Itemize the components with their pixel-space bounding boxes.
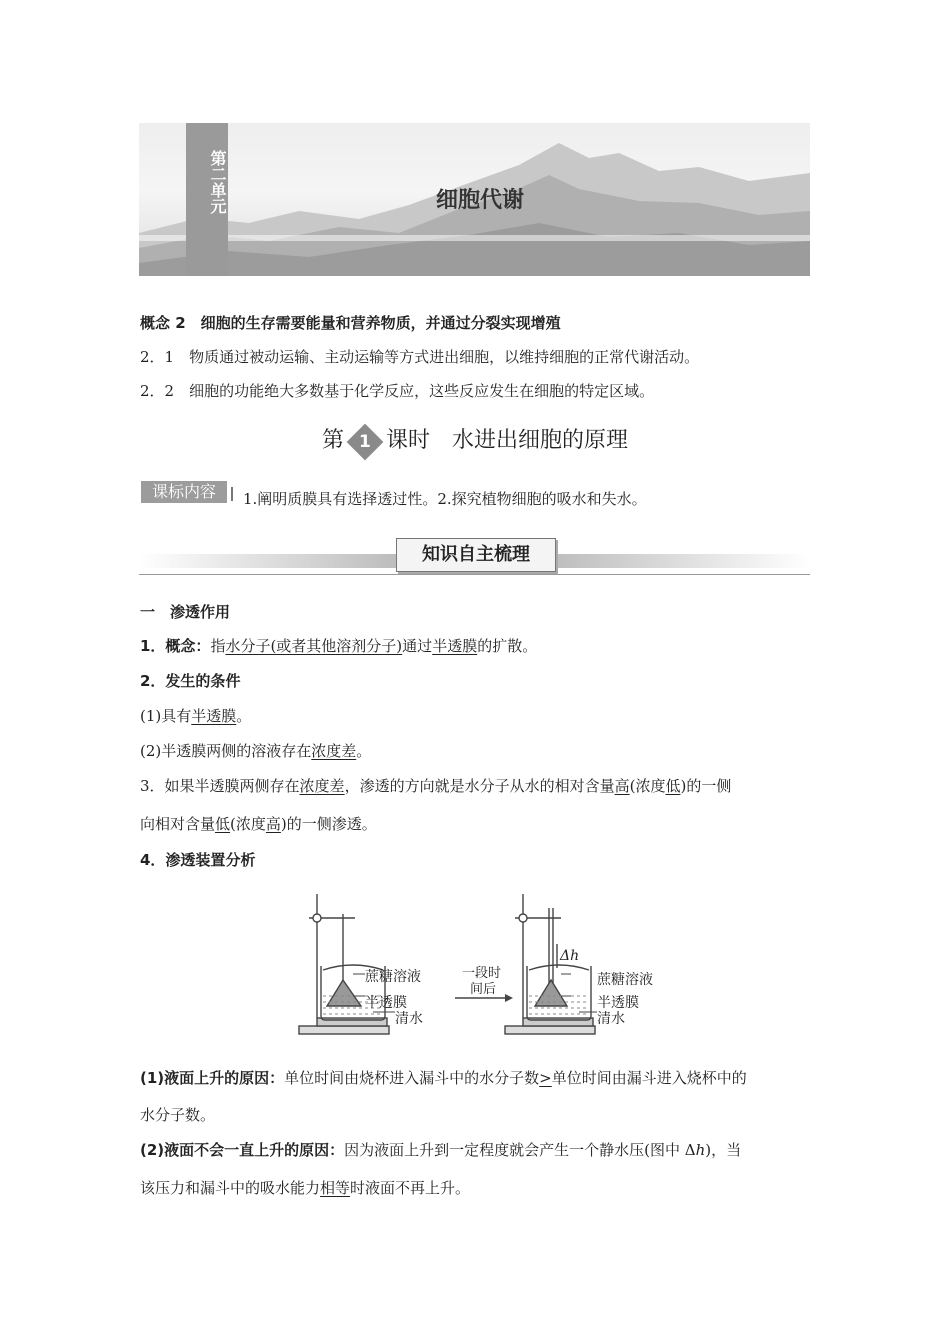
text-run: 时液面不再上升。 (350, 1179, 471, 1197)
concept-heading: 概念 2 细胞的生存需要能量和营养物质，并通过分裂实现增殖 (140, 314, 561, 332)
text-run: 单位时间由烧杯进入漏斗中的水分子数 (284, 1069, 540, 1087)
para-direction-1 (140, 776, 731, 796)
right-label-sucrose: 蔗糖溶液 (597, 972, 653, 988)
unit-title: 细胞代谢 (435, 188, 524, 213)
unit-label: 第二单元 (208, 150, 227, 214)
para-concept-label: 1．概念： (140, 637, 211, 655)
left-label-water: 清水 (395, 1011, 423, 1027)
para-stop-reason-2 (140, 1178, 470, 1198)
lesson-prefix: 第 (321, 428, 344, 453)
delta-h-label: Δh (560, 948, 580, 964)
para-stop-reason-1 (140, 1140, 741, 1160)
arrow-label-2: 间后 (470, 982, 497, 997)
para-rise-label: (1)液面上升的原因： (140, 1069, 285, 1087)
text-run: (1)具有 (140, 707, 192, 725)
heading-osmosis: 一 渗透作用 (140, 603, 231, 621)
text-run: 通过 (402, 637, 433, 655)
section-rule (139, 574, 810, 575)
answer-low-2: 低 (215, 815, 231, 833)
para-concept (140, 636, 537, 656)
answer-greater: > (539, 1069, 552, 1087)
answer-high: 高 (614, 777, 630, 795)
text-run: 单位时间由漏斗进入烧杯中的 (551, 1069, 747, 1087)
arrow-label-1: 一段时 (462, 966, 502, 981)
text-run: 。 (356, 742, 372, 760)
text-run: 。 (236, 707, 252, 725)
text-run: 向相对含量 (140, 815, 216, 833)
text-run: 3．如果半透膜两侧存在 (140, 777, 300, 795)
para-condition-1 (140, 706, 251, 726)
text-run: (浓度 (629, 777, 666, 795)
para-rise-reason-2: 水分子数。 (140, 1106, 216, 1124)
para-direction-2 (140, 814, 377, 834)
para-stop-label: (2)液面不会一直上升的原因： (140, 1141, 345, 1159)
para-rise-reason-1 (140, 1068, 747, 1088)
text-run: (2)半透膜两侧的溶液存在 (140, 742, 312, 760)
answer-concentration-diff-2: 浓度差 (299, 777, 345, 795)
heading-apparatus: 4．渗透装置分析 (140, 851, 256, 869)
text-run: (浓度 (230, 815, 266, 833)
heading-conditions: 2．发生的条件 (140, 672, 241, 690)
text-run: ，渗透的方向就是水分子从水的相对含量 (344, 777, 615, 795)
text-run: 指 (210, 637, 226, 655)
standard-tag: 课标内容 (141, 481, 227, 503)
answer-low: 低 (665, 777, 681, 795)
lesson-number-badge (347, 424, 384, 461)
para-condition-2 (140, 741, 371, 761)
lesson-suffix: 课时 水进出细胞的原理 (386, 428, 629, 453)
right-label-membrane: 半透膜 (597, 995, 639, 1011)
answer-high-2: 高 (265, 815, 281, 833)
text-run: )的一侧渗透。 (280, 815, 377, 833)
lesson-number: 1 (359, 432, 371, 452)
text-run: 的扩散。 (477, 637, 538, 655)
right-label-water: 清水 (597, 1011, 625, 1027)
concept-item-1: 2．1 物质通过被动运输、主动运输等方式进出细胞，以维持细胞的正常代谢活动。 (140, 348, 700, 366)
left-label-sucrose: 蔗糖溶液 (365, 969, 421, 985)
standard-text: 1.阐明质膜具有选择透过性。2.探究植物细胞的吸水和失水。 (243, 490, 647, 508)
text-run: )，当 (705, 1141, 742, 1159)
text-run: 该压力和漏斗中的吸水能力 (140, 1179, 321, 1197)
answer-membrane: 半透膜 (432, 637, 478, 655)
text-run: )的一侧 (680, 777, 732, 795)
answer-water-molecule: 水分子(或者其他溶剂分子) (225, 637, 403, 655)
standard-divider (231, 487, 233, 501)
lesson-title (140, 423, 810, 455)
text-run: 因为液面上升到一定程度就会产生一个静水压(图中 Δ (344, 1141, 696, 1159)
text-run-italic: h (695, 1141, 706, 1159)
left-label-membrane: 半透膜 (365, 995, 407, 1011)
concept-item-2: 2．2 细胞的功能绝大多数基于化学反应，这些反应发生在细胞的特定区域。 (140, 382, 655, 400)
answer-membrane-2: 半透膜 (191, 707, 237, 725)
section-title: 知识自主梳理 (396, 538, 556, 572)
answer-concentration-diff: 浓度差 (311, 742, 357, 760)
answer-equal: 相等 (320, 1179, 351, 1197)
